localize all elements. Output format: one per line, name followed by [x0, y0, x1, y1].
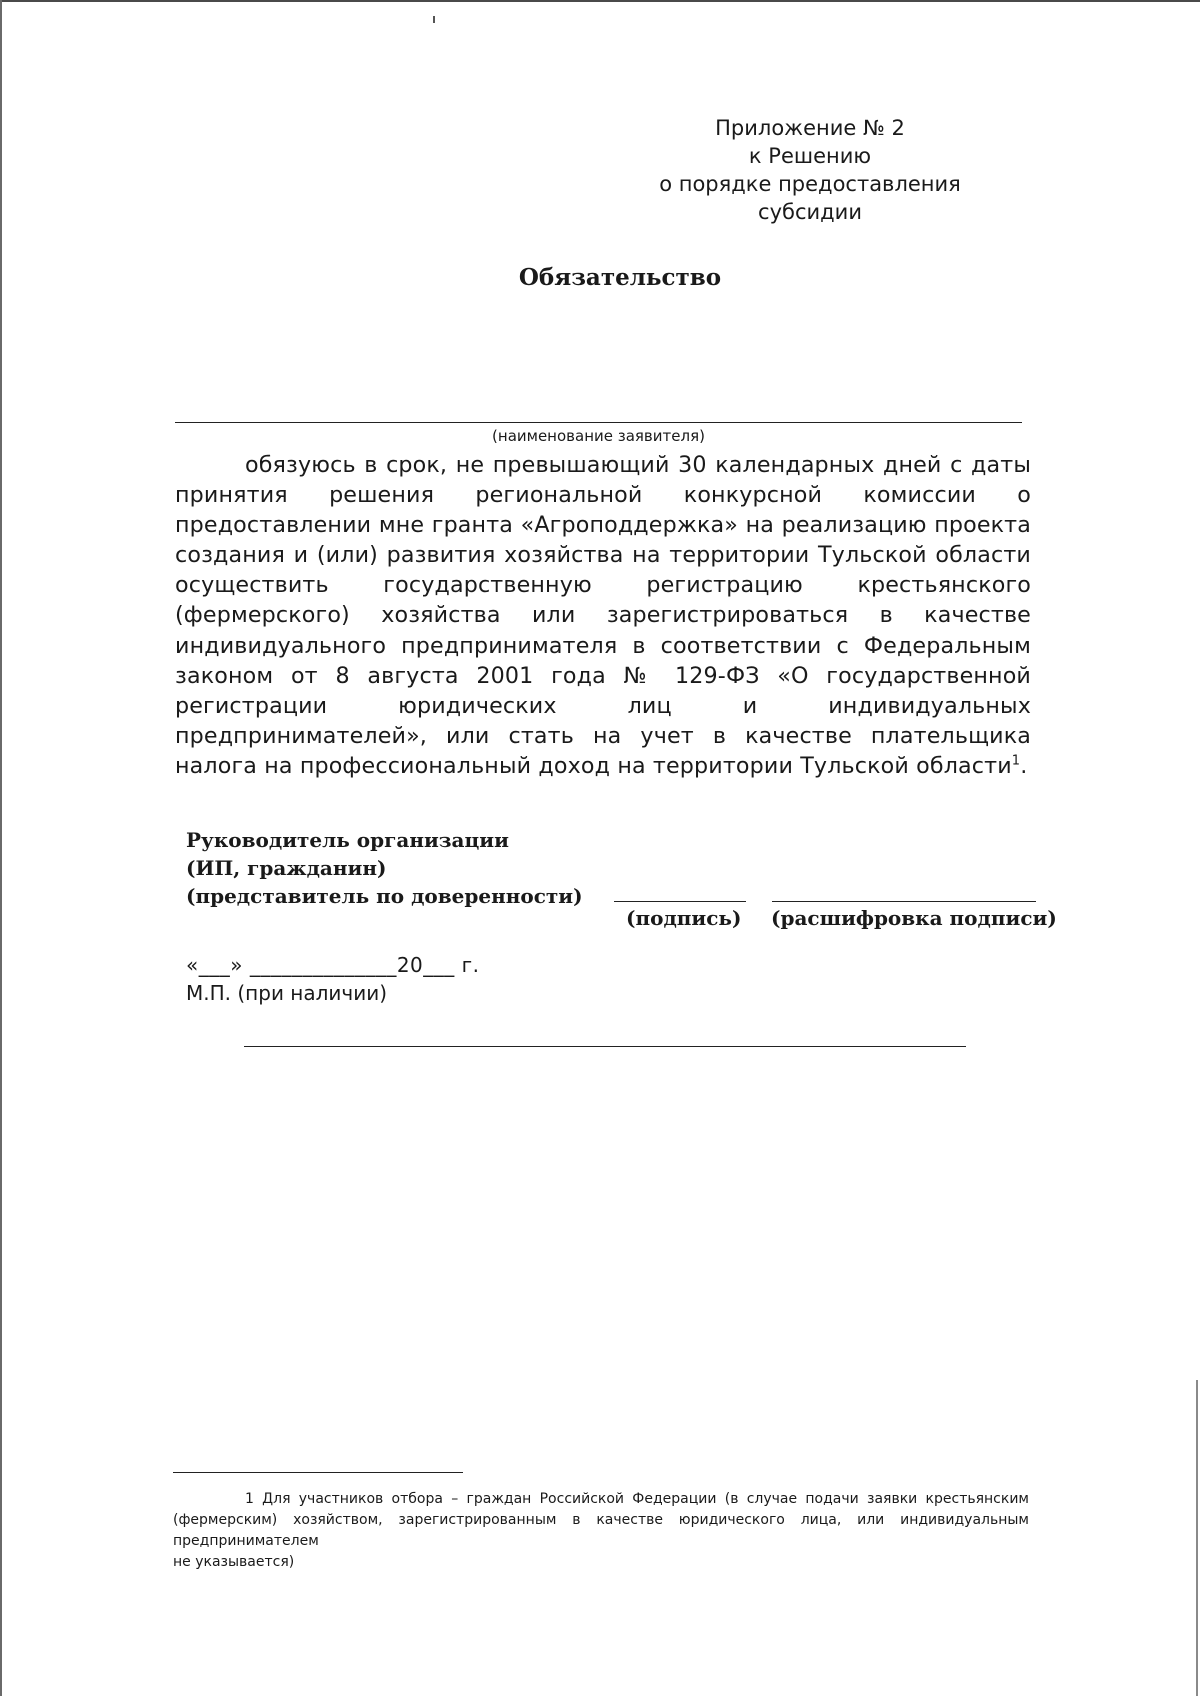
appendix-subject: о порядке предоставления субсидии [659, 172, 961, 224]
appendix-reference: к Решению [748, 144, 872, 168]
stamp-place: М.П. (при наличии) [186, 981, 388, 1005]
signature-decoding-line [772, 901, 1036, 902]
signatory-title: Руководитель организации [186, 828, 509, 852]
date-field: «___» ______________20___ г. [186, 953, 480, 977]
footnote-separator [173, 1472, 463, 1473]
section-divider [244, 1046, 966, 1047]
scan-edge-left [0, 0, 2, 1696]
footnote-reference: 1 [1011, 753, 1021, 769]
footnote [173, 1489, 1029, 1573]
scan-mark [433, 16, 435, 23]
footnote-text: 1 Для участников отбора – граждан Российской Федерации (в случае подачи заявки крестьянским (фермерским) хозяйством, зарегистрированным в качестве юридического лица, или индивидуальным предпринимателем [173, 1491, 1029, 1549]
signatory-representative: (представитель по доверенности) [186, 884, 583, 908]
signature-line [614, 901, 746, 902]
scan-edge-right [1196, 1380, 1198, 1696]
document-title: Обязательство [518, 264, 722, 291]
appendix-number: Приложение № 2 [715, 116, 905, 140]
obligation-body [175, 450, 1031, 781]
signatory-block [186, 826, 583, 910]
obligation-end: . [1020, 752, 1028, 779]
signature-decoding-caption: (расшифровка подписи) [771, 906, 1057, 930]
signature-caption: (подпись) [626, 906, 742, 930]
applicant-name-caption: (наименование заявителя) [492, 427, 705, 445]
appendix-header [610, 114, 1010, 226]
obligation-text: обязуюсь в срок, не превышающий 30 календарных дней с даты принятия решения региональной конкурсной комиссии о предоставлении мне гранта «Агроподдержка» на реализацию проекта создания и (или) развития хозяйства на территории Тульской области осуществить государственную регистрацию крестьянского (фермерского) хозяйства или зарегистрироваться в качестве индивидуального предпринимателя в соответствии с Федеральным законом от 8 августа 2001 года № 129-ФЗ «О государственной регистрации юридических лиц и индивидуальных предпринимателей», или стать на учет в качестве плательщика налога на профессиональный доход на территории Тульской области [175, 452, 1031, 779]
scan-edge-top [0, 0, 1200, 2]
signatory-subtitle: (ИП, гражданин) [186, 856, 387, 880]
applicant-name-line [175, 422, 1022, 423]
footnote-continuation: не указывается) [173, 1554, 295, 1570]
